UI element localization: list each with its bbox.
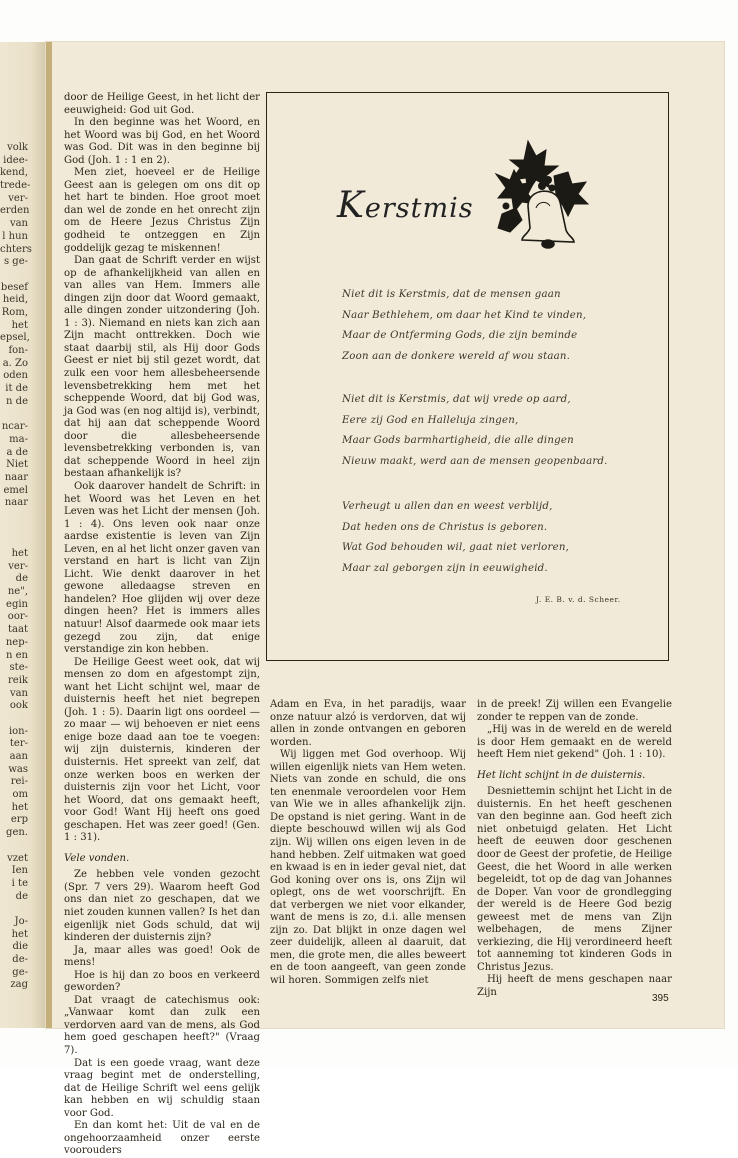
poem-line: Verheugt u allen dan en weest verblijd, [342,501,553,512]
poem-line: Niet dit is Kerstmis, dat de mensen gaan [342,289,561,300]
previous-page-fragment: de- [12,954,28,965]
previous-page-fragment [0,713,28,726]
previous-page-fragment [0,510,28,523]
previous-page-fragment: vzet [7,852,28,864]
previous-page-fragment: die [12,941,28,953]
right-column [477,699,672,1000]
middle-column [270,699,466,988]
previous-page-fragment: Ien [11,865,28,877]
poem-line: Maar Gods barmhartigheid, die alle dingen [342,435,574,447]
paragraph: Hij heeft de mens geschapen naar Zijn [477,974,672,999]
previous-page-fragment: idee- [3,154,28,166]
paragraph: Hoe is hij dan zo boos en verkeerd geworden? [64,969,260,994]
previous-page-fragment: ncar- [1,421,28,433]
previous-page-fragment: naar [4,471,28,483]
paragraph: Desniettemin schijnt het Licht in de duisternis. En het heeft geschenen van den beginne aan. God heeft zich niet onbetuigd gelaten. Het Licht heeft de eeuwen door geschenen door de Geest der profetie, de Heilige Geest, die het Woord in alle werken begeleidt, tot op de dag van Johannes de Doper. Van voor de grondlegging der wereld is de Heere God bezig geweest met de mens van Zijn welbehagen, de mens Zijner verkiezing, die Hij verordineerd heeft tot aanneming tot kinderen Gods in Christus Jezus. [477,786,672,973]
paragraph: „Hij was in de wereld en de wereld is door Hem gemaakt en de wereld heeft Hem niet gekend" (Joh. 1 : 10). [477,724,672,761]
previous-page-fragment: om [12,789,28,801]
poem-title-initial: K [337,185,365,226]
previous-page-fragment: n en [6,649,28,661]
paragraph: in de preek! Zij willen een Evangelie zonder te reppen van de zonde. [477,699,672,723]
previous-page-fragment: oden [3,370,28,382]
previous-page-fragment: ste- [9,662,28,674]
previous-page-fragment: emel [3,484,28,496]
previous-page-fragment: ver- [8,560,28,572]
previous-page-fragment: reik [8,674,28,686]
paragraph: Ook daarover handelt de Schrift: in het Woord was het Leven en het Leven was het Licht der mensen (Joh. 1 : 4). Ons leven ook naar onze aardse existentie is leven van Zijn Leven, en al het licht onzer gaven van verstand en hart is licht van Zijn Licht. Wie denkt daarover in het gewone alledaagse streven en handelen? Hoe glijden wij over deze dingen heen? Het is immers alles natuur! Alsof daarmede ook maar iets gezegd zou zijn, dat enige verstandige zin kon hebben. [64,480,260,656]
holly-berry-icon [549,185,556,192]
poem-title [337,185,474,226]
poem-line: Dat heden ons de Christus is geboren. [342,521,548,533]
previous-page-fragment: trede- [0,180,31,192]
previous-page-fragment [0,535,28,548]
previous-page-fragment: nep- [5,636,28,648]
paragraph: Adam en Eva, in het paradijs, waar onze natuur alzó is verdorven, dat wij allen in zonde ontvangen en geboren worden. [270,699,466,748]
previous-page-fragment: van [9,687,28,699]
poem-line: Zoon aan de donkere wereld af wou staan. [342,350,571,362]
previous-page-fragment: het [11,928,28,940]
previous-page-fragment: Rom, [1,306,28,318]
previous-page-fragment: chters [0,243,32,255]
previous-page-fragment: erp [10,814,28,826]
binding-spine [46,42,52,1028]
paragraph: In den beginne was het Woord, en het Woord was bij God, en het Woord was God. Dit was in den beginne bij God (Joh. 1 : 1 en 2). [64,117,260,166]
previous-page-fragment: erden [0,205,30,217]
previous-page-fragment: Jo- [14,915,28,927]
previous-page-fragment: ook [9,700,28,712]
poem-author: J. E. B. v. d. Scheer. [536,595,621,604]
previous-page-fragment [0,408,28,421]
previous-page-fragment: rei- [10,776,28,788]
previous-page-fragment: het [11,801,28,813]
previous-page-fragment: a de [6,446,28,458]
previous-page-fragment: van [9,218,28,230]
holly-bell-illustration [488,136,598,254]
poem-line: Wat God behouden wil, gaat niet verloren, [342,542,570,554]
poem-stanza-1 [342,285,586,367]
paragraph: door de Heilige Geest, in het licht der eeuwigheid: God uit God. [64,92,260,116]
previous-page-fragment [0,903,28,916]
previous-page-fragment: fon- [8,345,28,356]
paragraph: Dan gaat de Schrift verder en wijst op de afhankelijkheid van allen en van alles van Hem. Immers alle dingen zijn door dat Woord gemaakt, alle dingen zonder uitzondering (Joh. 1 : 3). Niemand en niets kan zich aan Zijn macht onttrekken. Doch wie staat daarbij stil, als Hij door Gods Geest er niet bij stil gezet wordt, dat zulk een voor hem allesbeheersende levensbetrekking hem met het scheppende Woord, dat bij God was, ja God was (en nog altijd is), verbindt, dat hij aan dat scheppende Woord door die allesbeheersende levensbetrekking verbonden is, van dat scheppende Woord in heel zijn bestaan afhankelijk is? [64,255,260,480]
paragraph: De Heilige Geest weet ook, dat wij mensen zo dom en afgestompt zijn, want het Licht schijnt wel, maar de duisternis heeft het niet begrepen (Joh. 1 : 5). Daarin ligt ons oordeel — zo maar — wij behoeven er niet eens enige boze daad aan toe te voegen: wij zijn duisternis, kinderen der duisternis. Het spreekt van zelf, dat onze werken boos en werken der duisternis zijn voor het Licht, voor het Woord, dat ons gemaakt heeft, voor God! Want Hij heeft ons goed geschapen. Het was zeer goed! (Gen. 1 : 31). [64,656,260,844]
previous-page-fragment: it de [5,383,28,395]
poem-line: Maar zal geborgen zijn in eeuwigheid. [342,562,548,574]
paragraph: Ja, maar alles was goed! Ook de mens! [64,944,260,969]
previous-page-fragment: taat [8,624,28,636]
previous-page-fragment: ge- [12,966,28,978]
previous-page-fragment: volk [7,142,28,153]
holly-berry-icon [544,176,552,184]
previous-page-fragment: a. Zo [2,357,28,369]
previous-page-text-fragments [0,142,32,992]
previous-page-fragment: gen. [6,827,28,839]
poem-line: Eere zij God en Halleluja zingen, [342,414,519,426]
previous-page-fragment: ter- [9,738,28,750]
holly-leaf-icon [498,208,522,232]
previous-page-fragment: het [11,548,28,559]
previous-page-fragment: naar [4,497,28,509]
poem-line: Nieuw maakt, werd aan de mensen geopenbaard. [342,455,608,467]
previous-page-fragment: het [11,319,28,331]
previous-page-fragment: de [15,890,28,902]
previous-page-fragment [0,523,28,536]
poem-title-rest: erstmis [364,193,474,224]
previous-page-fragment: aan [9,751,28,762]
previous-page-fragment: was [8,763,28,775]
previous-page-fragment: ion- [8,725,28,737]
previous-page-fragment: besef [0,281,28,293]
previous-page-fragment: de [15,573,28,585]
poem-line: Naar Bethlehem, om daar het Kind te vinden, [342,309,587,321]
holly-berry-icon [503,203,510,210]
previous-page-fragment: ver- [8,192,28,204]
paragraph: En dan komt het: Uit de val en de ongehoorzaamheid onzer eerste voorouders [64,1120,260,1157]
previous-page-fragment: kend, [0,167,28,179]
paragraph: Ze hebben vele vonden gezocht (Spr. 7 vers 29). Waarom heeft God ons dan niet zo geschapen, dat we niet zouden kunnen vallen? Is het dan eigenlijk niet Gods schuld, dat wij kinderen der duisternis zijn? [64,869,260,944]
previous-page-fragment: oor- [7,611,28,623]
previous-page-fragment: Niet [6,459,28,471]
previous-page-fragment [0,840,28,853]
paragraph: Dat vraagt de catechismus ook: „Vanwaar komt dan zulk een verdorven aard van de mens, als God hem goed geschapen heeft?" (Vraag 7). [64,994,260,1057]
section-heading-licht: Het licht schijnt in de duisternis. [477,769,646,781]
previous-page-fragment: epsel, [0,332,30,344]
previous-page-fragment: s ge- [3,256,28,268]
previous-page-fragment [0,269,28,282]
previous-page-fragment: n de [6,395,28,407]
previous-page-fragment: zag [10,979,28,991]
poem-line: Maar de Ontferming Gods, die zijn beminde [342,330,578,342]
page-number: 395 [652,993,669,1004]
previous-page-fragment: ne", [7,586,28,598]
previous-page-fragment: heid, [2,294,28,306]
previous-page-fragment: l hun [2,230,28,242]
poem-line: Niet dit is Kerstmis, dat wij vrede op aard, [342,394,571,405]
paragraph: Wij liggen met God overhoop. Wij willen eigenlijk niets van Hem weten. Niets van zonde en schuld, die ons ten enenmale veroordelen voor Hem van Wie we in alles afhankelijk zijn. De opstand is niet gering. Want in de diepte beschouwd willen wij als God zijn. Wij willen ons eigen leven in de hand hebben. Zelf uitmaken wat goed en kwaad is en in ieder geval niet, dat God koning over ons is, ons Zijn wil oplegt, ons de wet voorschrijft. En dat verbergen we niet voor elkander, want de mens is zo, d.i. alle mensen zijn zo. Dat blijkt in onze dagen wel zeer duidelijk, alleen al daaruit, dat men, die grote men, die alles beweert en de toon aangeeft, van geen zonde wil horen. Sommigen zelfs niet [270,749,466,987]
paragraph: Dat is een goede vraag, want deze vraag begint met de onderstelling, dat de Heilige Schrift wel eens gelijk kan hebben en wij schuldig staan voor God. [64,1057,260,1119]
previous-page-fragment: egin [6,598,28,610]
paragraph: Men ziet, hoeveel er de Heilige Geest aan is gelegen om ons dit op het hart te binden. Hoe groot moet dan wel de zonde en het onrecht zijn om de Heere Jezus Christus Zijn godheid te ontzeggen en Zijn goddelijk gezag te miskennen! [64,167,260,254]
previous-page-fragment: i te [11,877,28,889]
poem-stanza-3 [342,497,569,579]
holly-berry-icon [538,182,546,190]
previous-page-fragment: ma- [9,433,28,445]
left-column [64,92,260,1158]
section-heading-vele-vonden: Vele vonden. [64,852,130,864]
poem-stanza-2 [342,390,608,472]
